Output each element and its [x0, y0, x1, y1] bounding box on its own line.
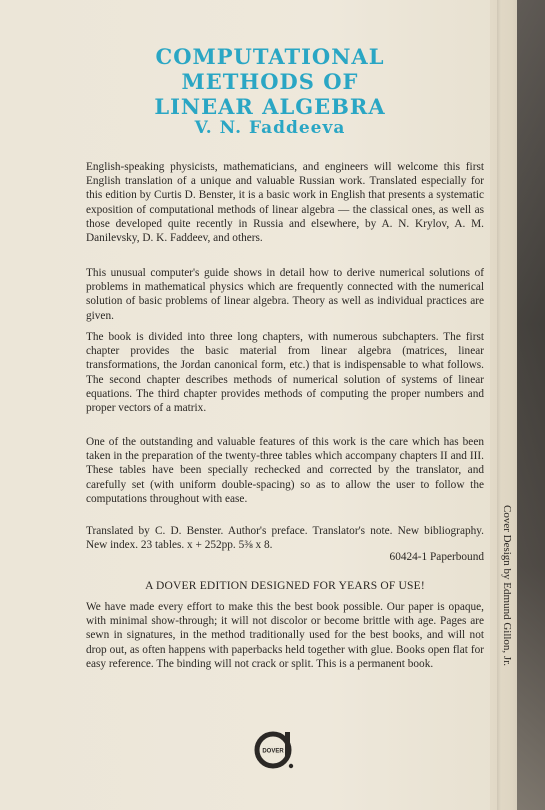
- dover-heading: A DOVER EDITION DESIGNED FOR YEARS OF USE!: [145, 580, 425, 592]
- dover-logo: [254, 730, 298, 774]
- description-paragraph-1: English-speaking physicists, mathematicians, and engineers will welcome this first English translation of a unique and valuable Russian work. Translated especially for this edition by Curtis D. Benster, it is a basic work in English that presents a systematic exposition of computational methods of linear algebra — the classical ones, as well as those developed quite recently in Russia and elsewhere, by A. N. Krylov, A. M. Danilevsky, D. K. Faddeev, and others.: [86, 161, 484, 245]
- description-paragraph-3: The book is divided into three long chapters, with numerous subchapters. The first chapter provides the basic material from linear algebra (matrices, linear transformations, the Jordan canonical form, etc.) that is indispensable to what follows. The second chapter describes methods of numerical solution of systems of linear equations. The third chapter provides methods of computing the proper numbers and proper vectors of a matrix.: [86, 331, 484, 415]
- description-paragraph-2: This unusual computer's guide shows in detail how to derive numerical solutions of problems in mathematical physics which are frequently connected with the numerical solution of basic problems of linear algebra. Theory as well as individual practices are given.: [86, 267, 484, 322]
- dover-logo-text: DOVER: [262, 748, 284, 755]
- book-title-line-3: LINEAR ALGEBRA: [154, 94, 386, 119]
- cover-design-credit: Cover Design by Edmund Gillon, Jr.: [501, 505, 513, 667]
- dover-paragraph: We have made every effort to make this the best book possible. Our paper is opaque, with minimal show-through; it will not discolor or become brittle with age. Pages are sewn in signatures, in the method traditionally used for the best books, and will not drop out, as often happens with paperbacks held together with glue. Books open flat for easy reference. The binding will not crack or split. This is a permanent book.: [86, 601, 484, 670]
- description-paragraph-4: One of the outstanding and valuable features of this work is the care which has been taken in the preparation of the twenty-three tables which accompany chapters II and III. These tables have been specially rechecked and corrected by the translator, and carefully set (with uniform double-spacing) so as to allow the user to follow the computations throughout with ease.: [86, 436, 484, 505]
- book-title-line-2: METHODS OF: [181, 69, 359, 94]
- book-author: V. N. Faddeeva: [194, 118, 346, 138]
- publication-details: Translated by C. D. Benster. Author's preface. Translator's note. New bibliography. New index. 23 tables. x + 252pp. 5⅜ x 8.: [86, 525, 484, 552]
- spine-dark-strip: [517, 0, 545, 810]
- catalog-number: 60424-1 Paperbound: [389, 551, 484, 563]
- book-title-line-1: COMPUTATIONAL: [155, 44, 385, 69]
- spine-shadow: [497, 0, 501, 810]
